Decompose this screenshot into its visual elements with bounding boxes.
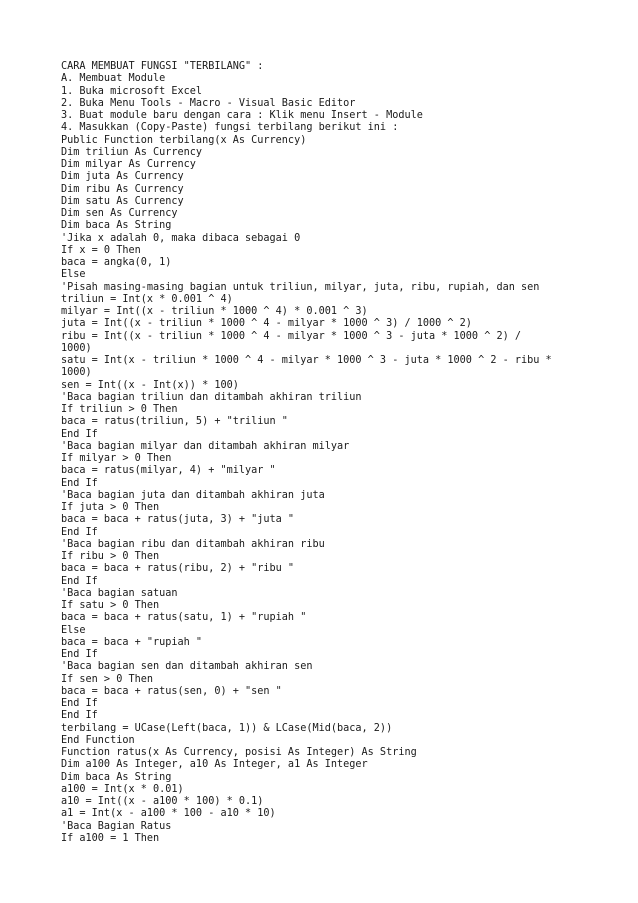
- code-line: End If: [61, 649, 98, 660]
- code-line: milyar = Int((x - triliun * 1000 ^ 4) * 0.001 ^ 3): [61, 306, 368, 317]
- code-line: 'Baca bagian triliun dan ditambah akhiran triliun: [61, 391, 362, 403]
- code-line: Dim milyar As Currency: [61, 159, 196, 170]
- code-line: 'Baca bagian satuan: [61, 587, 178, 599]
- code-line: triliun = Int(x * 0.001 ^ 4): [61, 293, 233, 305]
- code-line: Dim sen As Currency: [61, 208, 178, 219]
- code-line: baca = ratus(triliun, 5) + "triliun ": [61, 416, 288, 428]
- code-line: 'Baca bagian sen dan ditambah akhiran sen: [61, 661, 313, 673]
- code-line: 'Jika x adalah 0, maka dibaca sebagai 0: [61, 232, 301, 244]
- code-line: Dim triliun As Currency: [61, 146, 203, 158]
- code-line: 3. Buat module baru dengan cara : Klik menu Insert - Module: [61, 110, 423, 121]
- code-line: baca = baca + ratus(ribu, 2) + "ribu ": [61, 563, 295, 575]
- code-line: ribu = Int((x - triliun * 1000 ^ 4 - milyar * 1000 ^ 3 - juta * 1000 ^ 2) /: [61, 330, 522, 342]
- code-line: 2. Buka Menu Tools - Macro - Visual Basic Editor: [61, 97, 356, 109]
- code-line: If triliun > 0 Then: [61, 404, 178, 415]
- code-line: 4. Masukkan (Copy-Paste) fungsi terbilang berikut ini :: [61, 122, 399, 134]
- code-line: If x = 0 Then: [61, 244, 141, 256]
- code-line: CARA MEMBUAT FUNGSI "TERBILANG" :: [61, 61, 264, 72]
- code-line: If a100 = 1 Then: [61, 832, 160, 844]
- code-line: If milyar > 0 Then: [61, 453, 172, 464]
- code-line: If sen > 0 Then: [61, 673, 154, 685]
- code-line: Dim satu As Currency: [61, 195, 184, 207]
- code-line: End If: [61, 710, 98, 722]
- code-line: If juta > 0 Then: [61, 502, 160, 513]
- code-line: 'Baca bagian juta dan ditambah akhiran juta: [61, 489, 325, 501]
- code-line: If ribu > 0 Then: [61, 551, 160, 562]
- code-line: a100 = Int(x * 0.01): [61, 783, 184, 795]
- code-line: 'Baca bagian milyar dan ditambah akhiran milyar: [61, 440, 350, 452]
- code-line: Dim juta As Currency: [61, 171, 184, 183]
- code-line: 'Baca Bagian Ratus: [61, 820, 172, 832]
- code-line: Dim a100 As Integer, a10 As Integer, a1 As Integer: [61, 759, 368, 771]
- code-line: Function ratus(x As Currency, posisi As Integer) As String: [61, 747, 417, 758]
- code-line: 1000): [61, 342, 92, 354]
- code-line: End If: [61, 698, 98, 709]
- code-line: a1 = Int(x - a100 * 100 - a10 * 10): [61, 808, 276, 820]
- code-line: baca = baca + ratus(satu, 1) + "rupiah ": [61, 612, 307, 624]
- code-line: End If: [61, 477, 98, 489]
- code-line: End If: [61, 526, 98, 538]
- code-line: Dim baca As String: [61, 771, 172, 783]
- code-line: baca = ratus(milyar, 4) + "milyar ": [61, 465, 276, 477]
- code-line: If satu > 0 Then: [61, 600, 160, 611]
- code-line: 1000): [61, 367, 92, 379]
- code-line: terbilang = UCase(Left(baca, 1)) & LCase(Mid(baca, 2)): [61, 722, 393, 734]
- code-line: Else: [61, 269, 86, 281]
- code-line: End If: [61, 575, 98, 587]
- code-line: juta = Int((x - triliun * 1000 ^ 4 - milyar * 1000 ^ 3) / 1000 ^ 2): [61, 318, 472, 330]
- code-line: Dim baca As String: [61, 220, 172, 232]
- code-line: baca = baca + ratus(sen, 0) + "sen ": [61, 685, 282, 697]
- code-line: a10 = Int((x - a100 * 100) * 0.1): [61, 796, 264, 807]
- code-line: sen = Int((x - Int(x)) * 100): [61, 379, 239, 391]
- code-line: Dim ribu As Currency: [61, 183, 184, 195]
- code-line: End If: [61, 428, 98, 440]
- code-line: satu = Int(x - triliun * 1000 ^ 4 - milyar * 1000 ^ 3 - juta * 1000 ^ 2 - ribu *: [61, 355, 552, 366]
- code-line: 'Baca bagian ribu dan ditambah akhiran ribu: [61, 538, 325, 550]
- code-line: 1. Buka microsoft Excel: [61, 85, 203, 97]
- code-line: baca = angka(0, 1): [61, 257, 172, 268]
- code-line: 'Pisah masing-masing bagian untuk triliun, milyar, juta, ribu, rupiah, dan sen: [61, 281, 540, 293]
- code-listing: [61, 61, 601, 845]
- code-line: Else: [61, 624, 86, 636]
- code-line: End Function: [61, 734, 135, 746]
- code-line: baca = baca + ratus(juta, 3) + "juta ": [61, 514, 295, 526]
- code-line: A. Membuat Module: [61, 73, 166, 85]
- code-line: baca = baca + "rupiah ": [61, 636, 203, 648]
- code-line: Public Function terbilang(x As Currency): [61, 134, 307, 146]
